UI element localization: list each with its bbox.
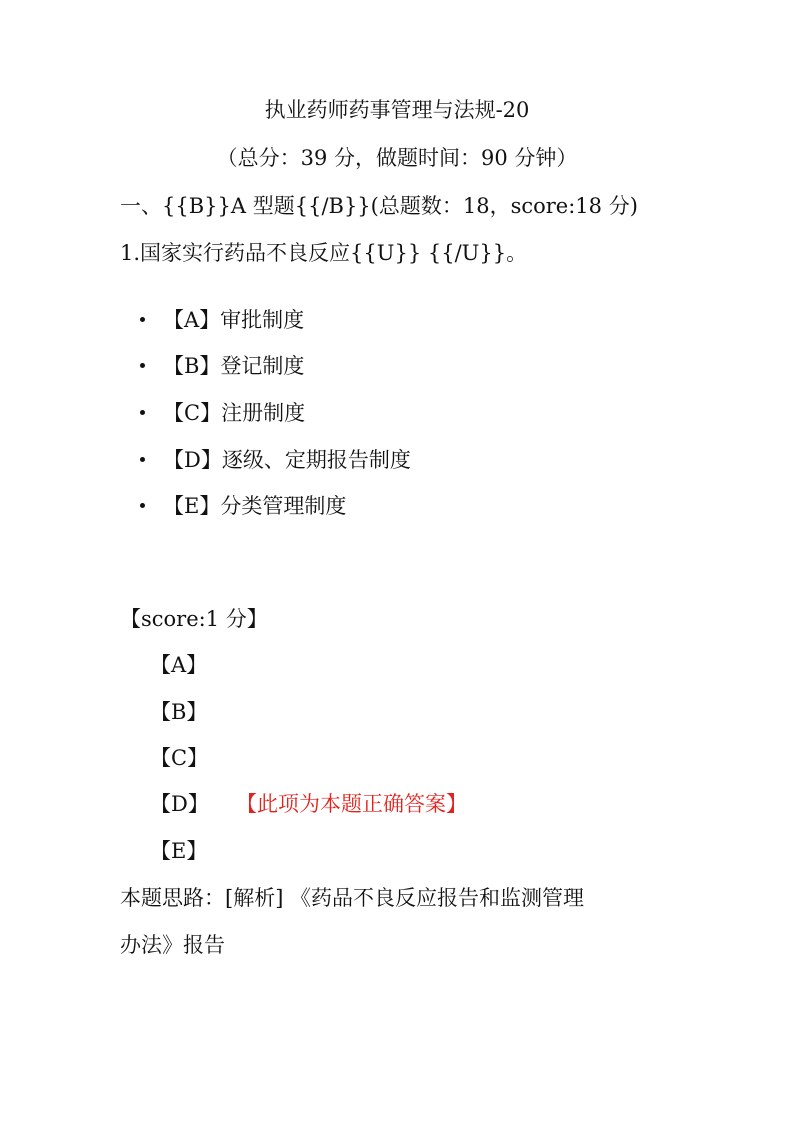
bullet-icon <box>140 503 145 508</box>
option-e <box>140 491 346 521</box>
answer-choice-d: 【D】 <box>150 792 209 816</box>
analysis-text: 本题思路：[解析] 《药品不良反应报告和监测管理 <box>120 886 585 910</box>
analysis-text-continued: 办法》报告 <box>120 933 225 957</box>
question-text: 1.国家实行药品不良反应{{U}} {{/U}}。 <box>120 241 528 265</box>
option-d <box>140 445 411 475</box>
document-subtitle: （总分：39 分，做题时间：90 分钟） <box>216 146 578 170</box>
option-label: 【B】登记制度 <box>163 354 305 378</box>
document-title: 执业药师药事管理与法规-20 <box>264 98 530 122</box>
option-label: 【A】审批制度 <box>163 308 305 332</box>
answer-choice-a: 【A】 <box>150 653 208 677</box>
option-label: 【E】分类管理制度 <box>163 494 347 518</box>
answer-choice-c: 【C】 <box>150 746 209 770</box>
bullet-icon <box>140 363 145 368</box>
section-heading: 一、{{B}}A 型题{{/B}}(总题数：18，score:18 分) <box>120 194 638 218</box>
bullet-icon <box>140 317 145 322</box>
option-b <box>140 351 304 381</box>
correct-answer-note: 【此项为本题正确答案】 <box>236 792 467 816</box>
answer-choice-e: 【E】 <box>150 839 208 863</box>
score-label: 【score:1 分】 <box>120 607 268 631</box>
option-c <box>140 398 305 428</box>
bullet-icon <box>140 410 145 415</box>
answer-choice-b: 【B】 <box>150 700 208 724</box>
option-label: 【C】注册制度 <box>163 401 306 425</box>
option-label: 【D】逐级、定期报告制度 <box>163 448 411 472</box>
bullet-icon <box>140 457 145 462</box>
option-a <box>140 305 304 335</box>
